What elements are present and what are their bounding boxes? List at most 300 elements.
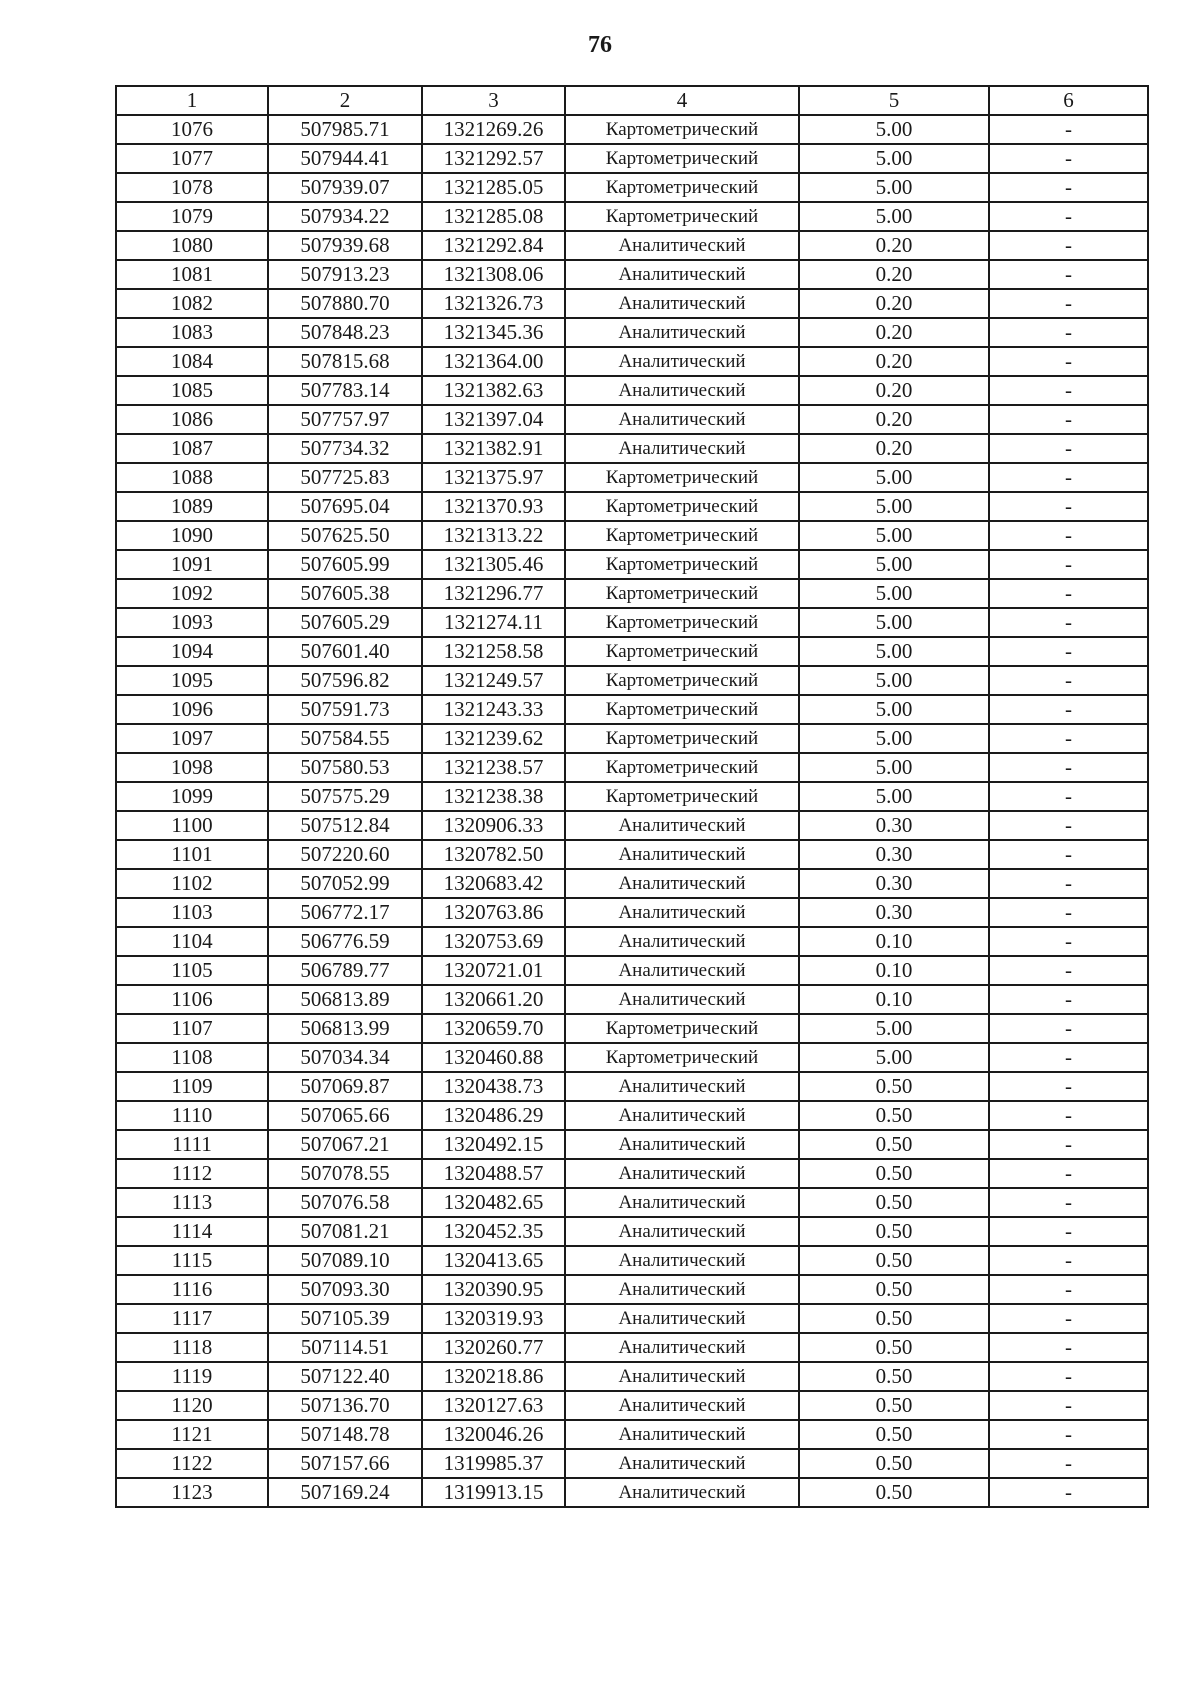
- y-coordinate-cell: 1321243.33: [422, 695, 565, 724]
- point-number-cell: 1101: [116, 840, 268, 869]
- x-coordinate-cell: 507815.68: [268, 347, 422, 376]
- method-cell: Аналитический: [565, 1188, 799, 1217]
- method-cell: Картометрический: [565, 637, 799, 666]
- note-cell: -: [989, 347, 1148, 376]
- point-number-cell: 1089: [116, 492, 268, 521]
- x-coordinate-cell: 507148.78: [268, 1420, 422, 1449]
- point-number-cell: 1086: [116, 405, 268, 434]
- table-row: [116, 608, 1148, 637]
- x-coordinate-cell: 507078.55: [268, 1159, 422, 1188]
- accuracy-cell: 5.00: [799, 695, 989, 724]
- y-coordinate-cell: 1320390.95: [422, 1275, 565, 1304]
- y-coordinate-cell: 1321292.57: [422, 144, 565, 173]
- table-row: [116, 1304, 1148, 1333]
- note-cell: -: [989, 231, 1148, 260]
- table-row: [116, 985, 1148, 1014]
- table-row: [116, 927, 1148, 956]
- point-number-cell: 1098: [116, 753, 268, 782]
- accuracy-cell: 0.50: [799, 1420, 989, 1449]
- table-row: [116, 956, 1148, 985]
- y-coordinate-cell: 1320218.86: [422, 1362, 565, 1391]
- note-cell: -: [989, 434, 1148, 463]
- x-coordinate-cell: 507596.82: [268, 666, 422, 695]
- accuracy-cell: 0.50: [799, 1391, 989, 1420]
- table-row: [116, 521, 1148, 550]
- method-cell: Аналитический: [565, 434, 799, 463]
- y-coordinate-cell: 1321375.97: [422, 463, 565, 492]
- x-coordinate-cell: 507052.99: [268, 869, 422, 898]
- method-cell: Аналитический: [565, 869, 799, 898]
- coordinates-table: [115, 85, 1149, 1508]
- table-row: [116, 173, 1148, 202]
- note-cell: -: [989, 463, 1148, 492]
- method-cell: Аналитический: [565, 405, 799, 434]
- y-coordinate-cell: 1321370.93: [422, 492, 565, 521]
- point-number-cell: 1084: [116, 347, 268, 376]
- method-cell: Картометрический: [565, 1014, 799, 1043]
- point-number-cell: 1090: [116, 521, 268, 550]
- y-coordinate-cell: 1321238.38: [422, 782, 565, 811]
- table-row: [116, 1275, 1148, 1304]
- method-cell: Картометрический: [565, 695, 799, 724]
- accuracy-cell: 0.50: [799, 1101, 989, 1130]
- table-row: [116, 434, 1148, 463]
- x-coordinate-cell: 506789.77: [268, 956, 422, 985]
- point-number-cell: 1099: [116, 782, 268, 811]
- x-coordinate-cell: 507034.34: [268, 1043, 422, 1072]
- x-coordinate-cell: 507122.40: [268, 1362, 422, 1391]
- table-row: [116, 347, 1148, 376]
- x-coordinate-cell: 507734.32: [268, 434, 422, 463]
- accuracy-cell: 5.00: [799, 550, 989, 579]
- note-cell: -: [989, 811, 1148, 840]
- x-coordinate-cell: 507605.38: [268, 579, 422, 608]
- method-cell: Картометрический: [565, 608, 799, 637]
- note-cell: -: [989, 724, 1148, 753]
- accuracy-cell: 0.10: [799, 985, 989, 1014]
- table-row: [116, 1391, 1148, 1420]
- column-header: 1: [116, 86, 268, 115]
- note-cell: -: [989, 1304, 1148, 1333]
- method-cell: Аналитический: [565, 376, 799, 405]
- method-cell: Картометрический: [565, 144, 799, 173]
- point-number-cell: 1087: [116, 434, 268, 463]
- y-coordinate-cell: 1321258.58: [422, 637, 565, 666]
- point-number-cell: 1093: [116, 608, 268, 637]
- table-row: [116, 1449, 1148, 1478]
- table-row: [116, 1333, 1148, 1362]
- y-coordinate-cell: 1320721.01: [422, 956, 565, 985]
- point-number-cell: 1116: [116, 1275, 268, 1304]
- y-coordinate-cell: 1321285.05: [422, 173, 565, 202]
- note-cell: -: [989, 376, 1148, 405]
- note-cell: -: [989, 695, 1148, 724]
- accuracy-cell: 0.20: [799, 260, 989, 289]
- accuracy-cell: 0.50: [799, 1478, 989, 1507]
- x-coordinate-cell: 507591.73: [268, 695, 422, 724]
- method-cell: Аналитический: [565, 956, 799, 985]
- x-coordinate-cell: 507069.87: [268, 1072, 422, 1101]
- x-coordinate-cell: 507067.21: [268, 1130, 422, 1159]
- note-cell: -: [989, 782, 1148, 811]
- x-coordinate-cell: 507934.22: [268, 202, 422, 231]
- x-coordinate-cell: 507985.71: [268, 115, 422, 144]
- y-coordinate-cell: 1320319.93: [422, 1304, 565, 1333]
- table-body: [116, 115, 1148, 1507]
- y-coordinate-cell: 1321239.62: [422, 724, 565, 753]
- table-row: [116, 840, 1148, 869]
- accuracy-cell: 0.50: [799, 1275, 989, 1304]
- y-coordinate-cell: 1320438.73: [422, 1072, 565, 1101]
- accuracy-cell: 0.50: [799, 1333, 989, 1362]
- table-row: [116, 579, 1148, 608]
- point-number-cell: 1097: [116, 724, 268, 753]
- x-coordinate-cell: 507105.39: [268, 1304, 422, 1333]
- accuracy-cell: 0.50: [799, 1304, 989, 1333]
- y-coordinate-cell: 1320413.65: [422, 1246, 565, 1275]
- x-coordinate-cell: 507757.97: [268, 405, 422, 434]
- point-number-cell: 1122: [116, 1449, 268, 1478]
- point-number-cell: 1113: [116, 1188, 268, 1217]
- accuracy-cell: 5.00: [799, 1043, 989, 1072]
- x-coordinate-cell: 507157.66: [268, 1449, 422, 1478]
- point-number-cell: 1115: [116, 1246, 268, 1275]
- table-row: [116, 463, 1148, 492]
- note-cell: -: [989, 260, 1148, 289]
- accuracy-cell: 5.00: [799, 1014, 989, 1043]
- table-row: [116, 724, 1148, 753]
- method-cell: Аналитический: [565, 1304, 799, 1333]
- accuracy-cell: 5.00: [799, 202, 989, 231]
- method-cell: Аналитический: [565, 1449, 799, 1478]
- y-coordinate-cell: 1320753.69: [422, 927, 565, 956]
- point-number-cell: 1107: [116, 1014, 268, 1043]
- table-row: [116, 898, 1148, 927]
- accuracy-cell: 0.10: [799, 927, 989, 956]
- point-number-cell: 1077: [116, 144, 268, 173]
- table-row: [116, 869, 1148, 898]
- x-coordinate-cell: 507605.29: [268, 608, 422, 637]
- note-cell: -: [989, 1043, 1148, 1072]
- accuracy-cell: 0.50: [799, 1159, 989, 1188]
- y-coordinate-cell: 1321296.77: [422, 579, 565, 608]
- method-cell: Картометрический: [565, 492, 799, 521]
- x-coordinate-cell: 507880.70: [268, 289, 422, 318]
- y-coordinate-cell: 1320482.65: [422, 1188, 565, 1217]
- x-coordinate-cell: 507081.21: [268, 1217, 422, 1246]
- x-coordinate-cell: 507114.51: [268, 1333, 422, 1362]
- method-cell: Картометрический: [565, 724, 799, 753]
- note-cell: -: [989, 405, 1148, 434]
- accuracy-cell: 0.20: [799, 231, 989, 260]
- accuracy-cell: 0.50: [799, 1362, 989, 1391]
- point-number-cell: 1106: [116, 985, 268, 1014]
- point-number-cell: 1103: [116, 898, 268, 927]
- accuracy-cell: 5.00: [799, 521, 989, 550]
- point-number-cell: 1094: [116, 637, 268, 666]
- y-coordinate-cell: 1320486.29: [422, 1101, 565, 1130]
- accuracy-cell: 0.30: [799, 840, 989, 869]
- column-header: 2: [268, 86, 422, 115]
- point-number-cell: 1102: [116, 869, 268, 898]
- note-cell: -: [989, 492, 1148, 521]
- y-coordinate-cell: 1320046.26: [422, 1420, 565, 1449]
- point-number-cell: 1083: [116, 318, 268, 347]
- point-number-cell: 1091: [116, 550, 268, 579]
- y-coordinate-cell: 1320127.63: [422, 1391, 565, 1420]
- point-number-cell: 1109: [116, 1072, 268, 1101]
- method-cell: Картометрический: [565, 1043, 799, 1072]
- point-number-cell: 1085: [116, 376, 268, 405]
- x-coordinate-cell: 507580.53: [268, 753, 422, 782]
- point-number-cell: 1123: [116, 1478, 268, 1507]
- method-cell: Аналитический: [565, 318, 799, 347]
- note-cell: -: [989, 1275, 1148, 1304]
- table-row: [116, 695, 1148, 724]
- note-cell: -: [989, 1130, 1148, 1159]
- point-number-cell: 1108: [116, 1043, 268, 1072]
- point-number-cell: 1079: [116, 202, 268, 231]
- y-coordinate-cell: 1321305.46: [422, 550, 565, 579]
- table-row: [116, 376, 1148, 405]
- method-cell: Картометрический: [565, 782, 799, 811]
- y-coordinate-cell: 1320260.77: [422, 1333, 565, 1362]
- accuracy-cell: 0.20: [799, 347, 989, 376]
- note-cell: -: [989, 1449, 1148, 1478]
- y-coordinate-cell: 1320683.42: [422, 869, 565, 898]
- note-cell: -: [989, 1188, 1148, 1217]
- y-coordinate-cell: 1320661.20: [422, 985, 565, 1014]
- note-cell: -: [989, 1333, 1148, 1362]
- note-cell: -: [989, 1072, 1148, 1101]
- method-cell: Картометрический: [565, 463, 799, 492]
- y-coordinate-cell: 1320460.88: [422, 1043, 565, 1072]
- point-number-cell: 1076: [116, 115, 268, 144]
- table-row: [116, 666, 1148, 695]
- note-cell: -: [989, 115, 1148, 144]
- table-row: [116, 637, 1148, 666]
- x-coordinate-cell: 507939.07: [268, 173, 422, 202]
- accuracy-cell: 5.00: [799, 173, 989, 202]
- x-coordinate-cell: 507169.24: [268, 1478, 422, 1507]
- accuracy-cell: 0.30: [799, 898, 989, 927]
- page-number: 76: [588, 32, 612, 58]
- x-coordinate-cell: 507601.40: [268, 637, 422, 666]
- note-cell: -: [989, 173, 1148, 202]
- point-number-cell: 1104: [116, 927, 268, 956]
- method-cell: Картометрический: [565, 173, 799, 202]
- y-coordinate-cell: 1320763.86: [422, 898, 565, 927]
- accuracy-cell: 0.20: [799, 376, 989, 405]
- table-row: [116, 811, 1148, 840]
- table-row: [116, 1014, 1148, 1043]
- method-cell: Аналитический: [565, 1101, 799, 1130]
- y-coordinate-cell: 1320782.50: [422, 840, 565, 869]
- y-coordinate-cell: 1320452.35: [422, 1217, 565, 1246]
- accuracy-cell: 5.00: [799, 115, 989, 144]
- x-coordinate-cell: 507065.66: [268, 1101, 422, 1130]
- note-cell: -: [989, 985, 1148, 1014]
- method-cell: Аналитический: [565, 1362, 799, 1391]
- note-cell: -: [989, 608, 1148, 637]
- point-number-cell: 1081: [116, 260, 268, 289]
- point-number-cell: 1080: [116, 231, 268, 260]
- method-cell: Аналитический: [565, 260, 799, 289]
- method-cell: Картометрический: [565, 666, 799, 695]
- y-coordinate-cell: 1321326.73: [422, 289, 565, 318]
- x-coordinate-cell: 507913.23: [268, 260, 422, 289]
- method-cell: Аналитический: [565, 1333, 799, 1362]
- accuracy-cell: 5.00: [799, 144, 989, 173]
- x-coordinate-cell: 506813.89: [268, 985, 422, 1014]
- note-cell: -: [989, 1101, 1148, 1130]
- y-coordinate-cell: 1321308.06: [422, 260, 565, 289]
- x-coordinate-cell: 507848.23: [268, 318, 422, 347]
- accuracy-cell: 0.30: [799, 869, 989, 898]
- note-cell: -: [989, 318, 1148, 347]
- y-coordinate-cell: 1321364.00: [422, 347, 565, 376]
- y-coordinate-cell: 1321269.26: [422, 115, 565, 144]
- accuracy-cell: 0.50: [799, 1072, 989, 1101]
- table-row: [116, 1101, 1148, 1130]
- column-header: 6: [989, 86, 1148, 115]
- y-coordinate-cell: 1321249.57: [422, 666, 565, 695]
- table-row: [116, 115, 1148, 144]
- point-number-cell: 1119: [116, 1362, 268, 1391]
- note-cell: -: [989, 1217, 1148, 1246]
- y-coordinate-cell: 1321382.91: [422, 434, 565, 463]
- note-cell: -: [989, 666, 1148, 695]
- method-cell: Аналитический: [565, 985, 799, 1014]
- note-cell: -: [989, 1246, 1148, 1275]
- accuracy-cell: 5.00: [799, 608, 989, 637]
- point-number-cell: 1088: [116, 463, 268, 492]
- method-cell: Аналитический: [565, 840, 799, 869]
- accuracy-cell: 5.00: [799, 637, 989, 666]
- method-cell: Картометрический: [565, 550, 799, 579]
- table-row: [116, 550, 1148, 579]
- table-row: [116, 144, 1148, 173]
- method-cell: Картометрический: [565, 115, 799, 144]
- point-number-cell: 1114: [116, 1217, 268, 1246]
- x-coordinate-cell: 507575.29: [268, 782, 422, 811]
- table-row: [116, 260, 1148, 289]
- table-row: [116, 1130, 1148, 1159]
- accuracy-cell: 5.00: [799, 724, 989, 753]
- x-coordinate-cell: 507089.10: [268, 1246, 422, 1275]
- note-cell: -: [989, 869, 1148, 898]
- note-cell: -: [989, 753, 1148, 782]
- note-cell: -: [989, 144, 1148, 173]
- y-coordinate-cell: 1321382.63: [422, 376, 565, 405]
- y-coordinate-cell: 1321274.11: [422, 608, 565, 637]
- table-row: [116, 1188, 1148, 1217]
- method-cell: Аналитический: [565, 1130, 799, 1159]
- x-coordinate-cell: 507725.83: [268, 463, 422, 492]
- accuracy-cell: 5.00: [799, 579, 989, 608]
- y-coordinate-cell: 1321397.04: [422, 405, 565, 434]
- accuracy-cell: 0.20: [799, 318, 989, 347]
- accuracy-cell: 0.20: [799, 405, 989, 434]
- note-cell: -: [989, 956, 1148, 985]
- note-cell: -: [989, 840, 1148, 869]
- method-cell: Аналитический: [565, 1217, 799, 1246]
- point-number-cell: 1120: [116, 1391, 268, 1420]
- x-coordinate-cell: 507605.99: [268, 550, 422, 579]
- x-coordinate-cell: 507625.50: [268, 521, 422, 550]
- y-coordinate-cell: 1319985.37: [422, 1449, 565, 1478]
- note-cell: -: [989, 1014, 1148, 1043]
- note-cell: -: [989, 579, 1148, 608]
- point-number-cell: 1118: [116, 1333, 268, 1362]
- accuracy-cell: 0.20: [799, 434, 989, 463]
- table-header-row: [116, 86, 1148, 115]
- accuracy-cell: 0.50: [799, 1246, 989, 1275]
- y-coordinate-cell: 1321345.36: [422, 318, 565, 347]
- note-cell: -: [989, 637, 1148, 666]
- point-number-cell: 1111: [116, 1130, 268, 1159]
- note-cell: -: [989, 1478, 1148, 1507]
- table-row: [116, 1362, 1148, 1391]
- point-number-cell: 1100: [116, 811, 268, 840]
- x-coordinate-cell: 507939.68: [268, 231, 422, 260]
- y-coordinate-cell: 1320659.70: [422, 1014, 565, 1043]
- method-cell: Аналитический: [565, 1246, 799, 1275]
- table-row: [116, 1420, 1148, 1449]
- x-coordinate-cell: 507783.14: [268, 376, 422, 405]
- x-coordinate-cell: 507584.55: [268, 724, 422, 753]
- accuracy-cell: 5.00: [799, 463, 989, 492]
- point-number-cell: 1112: [116, 1159, 268, 1188]
- note-cell: -: [989, 202, 1148, 231]
- note-cell: -: [989, 1420, 1148, 1449]
- accuracy-cell: 5.00: [799, 753, 989, 782]
- column-header: 3: [422, 86, 565, 115]
- point-number-cell: 1092: [116, 579, 268, 608]
- table-row: [116, 1043, 1148, 1072]
- method-cell: Аналитический: [565, 898, 799, 927]
- point-number-cell: 1121: [116, 1420, 268, 1449]
- note-cell: -: [989, 898, 1148, 927]
- y-coordinate-cell: 1320492.15: [422, 1130, 565, 1159]
- note-cell: -: [989, 1391, 1148, 1420]
- table-row: [116, 492, 1148, 521]
- table-row: [116, 289, 1148, 318]
- method-cell: Картометрический: [565, 202, 799, 231]
- x-coordinate-cell: 506776.59: [268, 927, 422, 956]
- method-cell: Картометрический: [565, 521, 799, 550]
- table-row: [116, 318, 1148, 347]
- method-cell: Картометрический: [565, 579, 799, 608]
- y-coordinate-cell: 1321292.84: [422, 231, 565, 260]
- method-cell: Картометрический: [565, 753, 799, 782]
- table-row: [116, 405, 1148, 434]
- accuracy-cell: 0.50: [799, 1449, 989, 1478]
- note-cell: -: [989, 521, 1148, 550]
- method-cell: Аналитический: [565, 1478, 799, 1507]
- note-cell: -: [989, 1159, 1148, 1188]
- x-coordinate-cell: 506772.17: [268, 898, 422, 927]
- method-cell: Аналитический: [565, 811, 799, 840]
- x-coordinate-cell: 507136.70: [268, 1391, 422, 1420]
- accuracy-cell: 0.50: [799, 1188, 989, 1217]
- x-coordinate-cell: 507512.84: [268, 811, 422, 840]
- accuracy-cell: 0.30: [799, 811, 989, 840]
- column-header: 5: [799, 86, 989, 115]
- method-cell: Аналитический: [565, 289, 799, 318]
- table-row: [116, 1478, 1148, 1507]
- table-row: [116, 1159, 1148, 1188]
